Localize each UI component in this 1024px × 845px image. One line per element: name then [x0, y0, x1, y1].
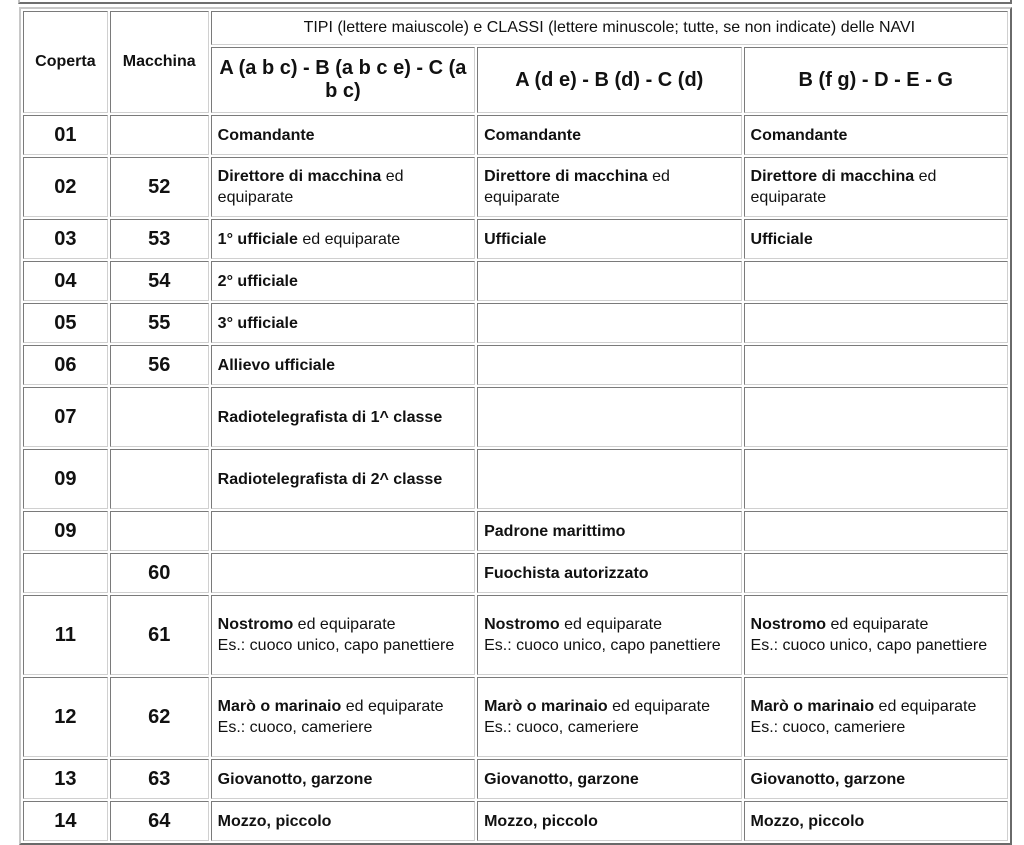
role-title: Padrone marittimo: [484, 522, 626, 540]
role-qualifier: ed equiparate: [293, 616, 396, 633]
macchina-code: 56: [110, 345, 209, 385]
macchina-code: 64: [110, 801, 209, 841]
coperta-code: 07: [23, 387, 108, 447]
role-cell: [744, 345, 1008, 385]
role-title: Comandante: [484, 126, 581, 144]
table-row: [23, 219, 1008, 259]
table-row: [23, 595, 1008, 675]
role-title: Nostromo: [750, 616, 827, 633]
role-example: Es.: cuoco, cameriere: [484, 719, 639, 736]
role-title: Mozzo, piccolo: [750, 812, 865, 830]
role-title: Mozzo, piccolo: [217, 812, 332, 830]
macchina-code: 55: [110, 303, 209, 343]
role-qualifier: ed equiparate: [559, 616, 662, 633]
role-title: Fuochista autorizzato: [484, 564, 649, 582]
macchina-code: 53: [110, 219, 209, 259]
role-title: Comandante: [750, 126, 848, 144]
macchina-code: [110, 387, 209, 447]
role-cell: [744, 303, 1008, 343]
role-cell: [744, 553, 1008, 593]
role-cell: [477, 387, 741, 447]
header-macchina: Macchina: [110, 11, 209, 113]
table-row: [23, 157, 1008, 217]
role-example: Es.: cuoco, cameriere: [750, 719, 906, 736]
role-qualifier: ed equiparate: [484, 168, 670, 206]
table-row: [23, 261, 1008, 301]
role-title: Direttore di macchina: [484, 168, 648, 185]
role-cell: [211, 449, 475, 509]
macchina-code: [110, 449, 209, 509]
macchina-code: [110, 115, 209, 155]
previous-table-edge: [18, 0, 1012, 4]
role-cell: [477, 677, 741, 757]
role-cell: [211, 759, 475, 799]
macchina-code: 61: [110, 595, 209, 675]
header-row-top: [23, 11, 1008, 45]
role-title: Nostromo: [217, 616, 294, 633]
role-title: Marò o marinaio: [750, 698, 875, 715]
coperta-code: 11: [23, 595, 108, 675]
role-title: Ufficiale: [484, 230, 547, 248]
role-title: Comandante: [217, 126, 315, 144]
table-row: [23, 345, 1008, 385]
role-cell: [744, 677, 1008, 757]
role-title: Radiotelegrafista di 2^ classe: [217, 470, 443, 488]
macchina-code: 62: [110, 677, 209, 757]
role-cell: [477, 345, 741, 385]
table-row: [23, 303, 1008, 343]
table-row: [23, 387, 1008, 447]
role-cell: [211, 553, 475, 593]
coperta-code: 09: [23, 449, 108, 509]
role-cell: [744, 219, 1008, 259]
role-cell: [211, 303, 475, 343]
coperta-code: 01: [23, 115, 108, 155]
macchina-code: 63: [110, 759, 209, 799]
coperta-code: 14: [23, 801, 108, 841]
role-cell: [744, 157, 1008, 217]
role-cell: [211, 219, 475, 259]
role-cell: [211, 677, 475, 757]
role-title: Direttore di macchina: [750, 168, 915, 185]
role-cell: [744, 759, 1008, 799]
table-row: [23, 115, 1008, 155]
role-qualifier: ed equiparate: [297, 230, 401, 248]
macchina-code: 54: [110, 261, 209, 301]
role-qualifier: ed equiparate: [826, 616, 929, 633]
role-cell: [744, 449, 1008, 509]
role-example: Es.: cuoco unico, capo panettiere: [750, 637, 988, 654]
coperta-code: 06: [23, 345, 108, 385]
role-cell: [477, 219, 741, 259]
role-qualifier: ed equiparate: [750, 168, 937, 206]
role-qualifier: ed equiparate: [341, 698, 444, 715]
role-title: Marò o marinaio: [484, 698, 608, 715]
role-cell: [477, 759, 741, 799]
role-cell: [477, 261, 741, 301]
role-title: 3° ufficiale: [217, 314, 298, 332]
role-cell: [744, 801, 1008, 841]
role-cell: [744, 511, 1008, 551]
header-class-group: B (f g) - D - E - G: [744, 47, 1008, 113]
role-title: Allievo ufficiale: [217, 356, 336, 374]
role-cell: [477, 595, 741, 675]
coperta-code: 13: [23, 759, 108, 799]
role-title: Nostromo: [484, 616, 560, 633]
role-cell: [211, 115, 475, 155]
role-title: Ufficiale: [750, 230, 813, 248]
role-cell: [477, 115, 741, 155]
role-cell: [211, 801, 475, 841]
header-coperta: Coperta: [23, 11, 108, 113]
macchina-code: 52: [110, 157, 209, 217]
role-title: 2° ufficiale: [217, 272, 298, 290]
role-cell: [477, 157, 741, 217]
role-title: Mozzo, piccolo: [484, 812, 598, 830]
role-cell: [744, 595, 1008, 675]
role-cell: [211, 387, 475, 447]
role-title: Giovanotto, garzone: [484, 770, 639, 788]
role-cell: [477, 449, 741, 509]
table-row: [23, 801, 1008, 841]
table-row: [23, 449, 1008, 509]
coperta-code: 02: [23, 157, 108, 217]
role-cell: [744, 115, 1008, 155]
role-qualifier: ed equiparate: [607, 698, 710, 715]
table-row: [23, 677, 1008, 757]
role-title: Giovanotto, garzone: [217, 770, 373, 788]
coperta-code: 12: [23, 677, 108, 757]
coperta-code: [23, 553, 108, 593]
role-cell: [211, 345, 475, 385]
role-cell: [744, 261, 1008, 301]
crew-ranks-table: [19, 7, 1012, 845]
role-cell: [477, 553, 741, 593]
header-class-group: A (a b c) - B (a b c e) - C (a b c): [211, 47, 475, 113]
role-example: Es.: cuoco, cameriere: [217, 719, 373, 736]
table-row: [23, 511, 1008, 551]
role-cell: [477, 511, 741, 551]
role-title: 1° ufficiale: [217, 230, 298, 248]
macchina-code: [110, 511, 209, 551]
role-example: Es.: cuoco unico, capo panettiere: [484, 637, 721, 654]
role-cell: [211, 511, 475, 551]
coperta-code: 05: [23, 303, 108, 343]
role-cell: [477, 801, 741, 841]
role-cell: [744, 387, 1008, 447]
coperta-code: 04: [23, 261, 108, 301]
role-title: Direttore di macchina: [217, 168, 382, 185]
role-qualifier: ed equiparate: [217, 168, 404, 206]
role-title: Radiotelegrafista di 1^ classe: [217, 408, 443, 426]
table-row: [23, 553, 1008, 593]
header-class-group: A (d e) - B (d) - C (d): [477, 47, 741, 113]
coperta-code: 03: [23, 219, 108, 259]
role-cell: [211, 261, 475, 301]
role-cell: [477, 303, 741, 343]
table-row: [23, 759, 1008, 799]
role-cell: [211, 157, 475, 217]
role-cell: [211, 595, 475, 675]
role-title: Marò o marinaio: [217, 698, 342, 715]
coperta-code: 09: [23, 511, 108, 551]
role-qualifier: ed equiparate: [874, 698, 977, 715]
header-types-caption: TIPI (lettere maiuscole) e CLASSI (lettere minuscole; tutte, se non indicate) delle NAVI: [211, 11, 1008, 45]
role-example: Es.: cuoco unico, capo panettiere: [217, 637, 455, 654]
macchina-code: 60: [110, 553, 209, 593]
role-title: Giovanotto, garzone: [750, 770, 906, 788]
